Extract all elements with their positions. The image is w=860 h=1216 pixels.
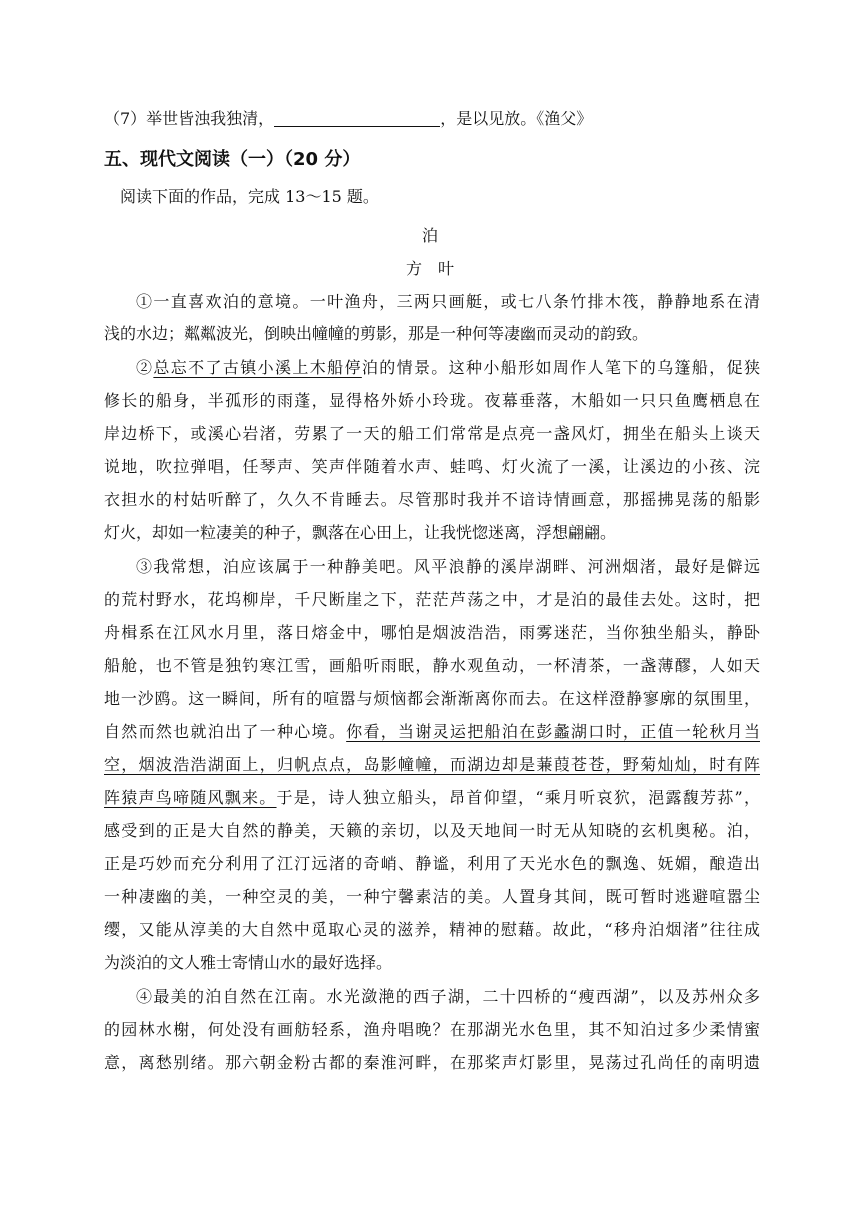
- paragraph-3-line-8: [104, 787, 760, 809]
- paragraph-3-line-13: 为淡泊的文人雅士寄情山水的最好选择。: [104, 953, 393, 972]
- paragraph-3-line-6: [104, 721, 760, 743]
- paragraph-2-line-1: [136, 357, 760, 379]
- paragraph-2-line-2: 修长的船身，半孤形的雨蓬，显得格外娇小玲珑。夜幕垂落，木船如一只只鱼鹰栖息在: [104, 391, 760, 410]
- question-7-source: ，是以见放。《渔父》: [440, 109, 593, 128]
- instruction: 阅读下面的作品，完成 13～15 题。: [120, 187, 379, 206]
- question-7-prompt: （7）举世皆浊我独清，: [104, 109, 275, 128]
- paragraph-3-line-8-rest: 于是，诗人独立船头，昂首仰望，“乘月听哀狖，浥露馥芳荪”，: [276, 788, 760, 807]
- article-title: 泊: [421, 226, 438, 245]
- paragraph-3-line-7: [104, 754, 760, 776]
- underlined-passage-part-3: 阵猿声鸟啼随风飘来。: [104, 788, 277, 807]
- question-7: [104, 108, 760, 130]
- paragraph-4-line-2: 的园林水榭，何处没有画舫轻系，渔舟唱晚？在那湖光水色里，其不知泊过多少柔情蜜: [104, 1020, 760, 1039]
- paragraph-3-line-10: 正是巧妙而充分利用了江汀远渚的奇峭、静谧，利用了天光水色的飘逸、妩媚，酿造出: [104, 854, 760, 873]
- paragraph-3-line-5: 地一沙鸥。这一瞬间，所有的喧嚣与烦恼都会渐渐离你而去。在这样澄静寥廓的氛围里，: [104, 689, 760, 708]
- section-heading: 五、现代文阅读（一）（20 分）: [104, 149, 361, 170]
- paragraph-2-line-5: 衣担水的村姑听醉了，久久不肯睡去。尽管那时我并不谙诗情画意，那摇拂晃荡的船影: [104, 490, 760, 509]
- article-author: 方 叶: [405, 259, 454, 278]
- paragraph-3-line-2: 的荒村野水，花坞柳岸，千尺断崖之下，茫茫芦荡之中，才是泊的最佳去处。这时，把: [104, 590, 760, 609]
- paragraph-2-number: ②: [136, 358, 154, 377]
- underlined-passage-part-1: 你看，当谢灵运把船泊在彭蠡湖口时，正值一轮秋月当: [346, 722, 760, 741]
- paragraph-3-line-1: ③我常想，泊应该属于一种静美吧。风平浪静的溪岸湖畔、河洲烟渚，最好是僻远: [136, 557, 760, 576]
- paragraph-2-line-6: 灯火，却如一粒凄美的种子，飘落在心田上，让我恍惚迷离，浮想翩翩。: [104, 523, 617, 542]
- paragraph-3-line-6-start: 自然而然也就泊出了一种心境。: [104, 722, 347, 741]
- paragraph-3-line-11: 一种凄幽的美，一种空灵的美，一种宁馨素洁的美。人置身其间，既可暂时逃避喧嚣尘: [104, 887, 760, 906]
- underlined-passage-part-2: 空，烟波浩浩湖面上，归帆点点，岛影幢幢，而湖边却是蒹葭苍苍，野菊灿灿，时有阵: [104, 755, 760, 774]
- paragraph-4-line-3: 意，离愁别绪。那六朝金粉古都的秦淮河畔，在那桨声灯影里，晃荡过孔尚任的南明遗: [104, 1053, 760, 1072]
- paragraph-2-line-4: 说地，吹拉弹唱，任琴声、笑声伴随着水声、蛙鸣、灯火流了一溪，让溪边的小孩、浣: [104, 457, 760, 476]
- paragraph-3-line-12: 缨，又能从淳美的大自然中觅取心灵的滋养，精神的慰藉。故此，“移舟泊烟渚”往往成: [104, 920, 760, 939]
- paragraph-3-line-9: 感受到的正是大自然的静美，天籁的亲切，以及天地间一时无从知晓的玄机奥秘。泊，: [104, 821, 760, 840]
- paragraph-2-line-1-rest: 泊的情景。这种小船形如周作人笔下的乌篷船，促狭: [361, 358, 760, 377]
- paragraph-1-line-1: ①一直喜欢泊的意境。一叶渔舟，三两只画艇，或七八条竹排木筏，静静地系在清: [136, 292, 760, 311]
- paragraph-3-line-4: 船舱，也不管是独钓寒江雪，画船听雨眠，静水观鱼动，一杯清茶，一盏薄醪，人如天: [104, 656, 760, 675]
- paragraph-3-line-3: 舟楫系在江风水月里，落日熔金中，哪怕是烟波浩浩，雨雾迷茫，当你独坐船头，静卧: [104, 623, 760, 642]
- underlined-phrase-1: 总忘不了古镇小溪上木船停: [153, 358, 362, 377]
- paragraph-2-line-3: 岸边桥下，或溪心岩渚，劳累了一天的船工们常常是点亮一盏风灯，拥坐在船头上谈天: [104, 424, 760, 443]
- paragraph-1-line-2: 浅的水边；粼粼波光，倒映出幢幢的剪影，那是一种何等凄幽而灵动的韵致。: [104, 324, 649, 343]
- paragraph-4-line-1: ④最美的泊自然在江南。水光潋滟的西子湖，二十四桥的“瘦西湖”，以及苏州众多: [136, 987, 760, 1006]
- answer-blank[interactable]: [274, 109, 440, 127]
